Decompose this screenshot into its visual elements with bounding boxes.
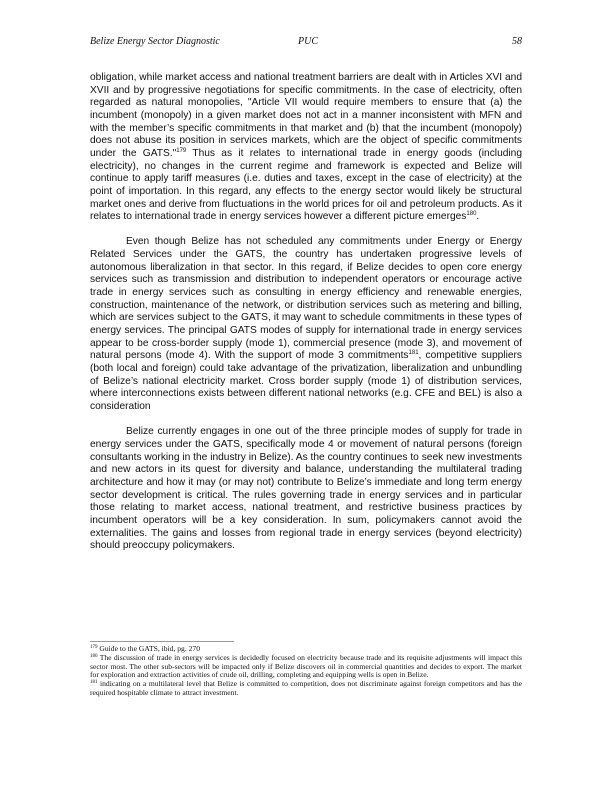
footnote-text: indicating on a multilateral level that Belize is committed to competition, does not discriminate against foreign competitors and has the required hospitable climate to attract investment.	[90, 679, 522, 697]
footnote-divider	[90, 641, 234, 642]
body-text	[90, 72, 522, 565]
footnote-180	[90, 654, 522, 680]
paragraph-1-text-b: Thus as it relates to international trade in energy goods (including electricity), no changes in the current regime and framework is expected and Belize will continue to apply tariff measures (i.e. duties and taxes, except in the case of electricity) at the point of importation. In this regard, any effects to the energy sector would likely be structural market ones and derive from fluctuations in the world prices for oil and petroleum products. As it relates to international trade in energy services however a different picture emerges	[90, 147, 522, 223]
footnote-text: Guide to the GATS, ibid, pg. 270	[97, 644, 201, 653]
paragraph-1	[90, 72, 522, 224]
page-number: 58	[512, 36, 522, 47]
footnote-181	[90, 680, 522, 698]
footnote-ref-181[interactable]: 181	[408, 350, 419, 357]
organization-name: PUC	[298, 36, 318, 47]
paragraph-1-text-c: .	[476, 211, 480, 223]
paragraph-2-text-a: Even though Belize has not scheduled any commitments under Energy or Energy Related Services under the GATS, the country has undertaken progressive levels of autonomous liberalization in that sector. In this regard, if Belize decides to open core energy services such as transmission and distribution to independent operators or encourage active trade in energy services such as consulting in energy efficiency and renewable energies, construction, maintenance of the network, or distribution services such as metering and billing, which are services subject to the GATS, it may want to schedule commitments in these types of energy services. The principal GATS modes of supply for international trade in energy services appear to be cross-border supply (mode 1), commercial presence (mode 3), and movement of natural persons (mode 4). With the support of mode 3 commitments	[90, 236, 522, 362]
paragraph-2	[90, 236, 522, 413]
paragraph-3: Belize currently engages in one out of the three principle modes of supply for trade in energy services under the GATS, specifically mode 4 or movement of natural persons (foreign consultants working in the industry in Belize). As the country continues to seek new investments and new actors in its quest for diversity and balance, understanding the multilateral trading architecture and how it may (or may not) contribute to Belize’s immediate and long term energy sector development is critical. The rules governing trade in energy services and in particular those relating to market access, national treatment, and restrictive business practices by incumbent operators will be a key consideration. In sum, policymakers cannot avoid the externalities. The gains and losses from regional trade in energy services (beyond electricity) should preoccupy policymakers.	[90, 426, 522, 552]
footnote-number: 181	[90, 680, 98, 685]
footnote-text: The discussion of trade in energy services is decidedly focused on electricity because trade and its requisite adjustments will impact this sector most. The other sub-sectors will be impacted only if Belize discovers oil in commercial quantities and decides to export. The market for exploration and extraction activities of crude oil, drilling, completing and equipping wells is open in Belize.	[90, 652, 522, 680]
footnote-number: 180	[90, 653, 98, 659]
footnote-number: 179	[90, 645, 98, 650]
page-header	[90, 36, 522, 50]
footnotes	[90, 645, 522, 698]
footnote-ref-179[interactable]: 179	[176, 147, 187, 154]
document-title: Belize Energy Sector Diagnostic	[90, 36, 220, 47]
footnote-ref-180[interactable]: 180	[466, 211, 477, 218]
paragraph-1-text-a: obligation, while market access and national treatment barriers are dealt with in Articles XVI and XVII and by progressive negotiations for specific commitments. In the case of electricity, often regarded as natural monopolies, "Article VII would require members to ensure that (a) the incumbent (monopoly) in a given market does not act in a manner inconsistent with MFN and with the member’s specific commitments in that market and (b) that the incumbent (monopoly) does not abuse its position in services markets, which are the object of specific commitments under the GATS."	[90, 72, 522, 159]
paragraph-2-text-b: , competitive suppliers (both local and foreign) could take advantage of the privatization, liberalization and unbundling of Belize’s national electricity market. Cross border supply (mode 1) of distribution services, where interconnections exists between different national networks (e.g. CFE and BEL) is also a consideration	[90, 350, 522, 412]
